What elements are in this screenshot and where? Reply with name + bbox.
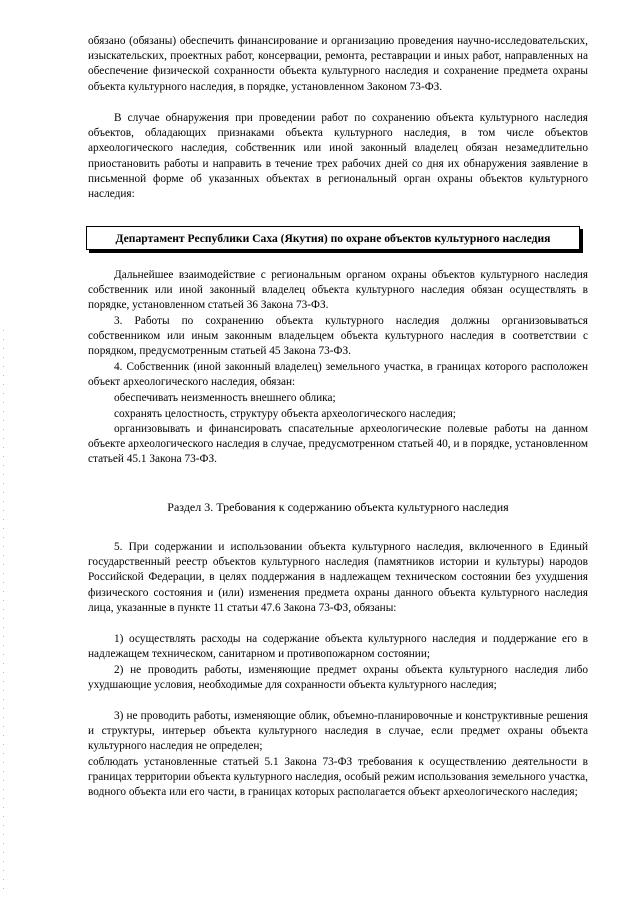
paragraph-discovery-notice: В случае обнаружения при проведении работ по сохранению объекта культурного наследия объектов, обладающих признаками объекта культурного наследия, в том числе объектов археологического наследия, собственник или иной законный владелец обязан незамедлительно приостановить работы и направить в течение трех рабочих дней со дня их обнаружения заявление в письменной форме об указанных объектах в региональный орган охраны объектов культурного наследия: xyxy=(88,112,588,201)
paragraph-appearance: обеспечивать неизменность внешнего облика; xyxy=(114,392,336,404)
paragraph-item-4: 4. Собственник (иной законный владелец) земельного участка, в границах которого расположен объект археологического наследия, обязан: xyxy=(88,361,588,389)
department-name-box xyxy=(86,226,580,250)
paragraph-subitem-2: 2) не проводить работы, изменяющие предмет охраны объекта культурного наследия либо ухудшающие условия, необходимые для сохранности объекта культурного наследия; xyxy=(88,664,588,692)
paragraph-subitem-3: 3) не проводить работы, изменяющие облик, объемно-планировочные и конструктивные решения и структуры, интерьер объекта культурного наследия в случае, если предмет охраны объекта культурного наследия не определен; xyxy=(88,710,588,753)
paragraph-integrity: сохранять целостность, структуру объекта археологического наследия; xyxy=(114,408,456,420)
paragraph-requirements: соблюдать установленные статьей 5.1 Закона 73-ФЗ требования к осуществлению деятельности в границах территории объекта культурного наследия, особый режим использования земельного участка, водного объекта или его части, в границах которых располагается объект археологического наследия; xyxy=(88,756,588,799)
paragraph-item-3: 3. Работы по сохранению объекта культурного наследия должны организовываться собственником или иным законным владельцем объекта культурного наследия в соответствии с порядком, предусмотренным статьей 45 Закона 73-ФЗ. xyxy=(88,315,588,358)
paragraph-item-5: 5. При содержании и использовании объекта культурного наследия, включенного в Единый государственный реестр объектов культурного наследия (памятников истории и культуры) народов Российской Федерации, в целях поддержания в надлежащем техническом состоянии без ухудшения физического состояния и (или) изменения предмета охраны данного объекта культурного наследия лица, указанные в пункте 11 статьи 47.6 Закона 73-ФЗ, обязаны: xyxy=(88,541,588,614)
section-heading: Раздел 3. Требования к содержанию объекта культурного наследия xyxy=(167,500,509,514)
paragraph-rescue-works: организовывать и финансировать спасательные археологические полевые работы на данном объекте археологического наследия в случае, предусмотренном статьей 40, и в порядке, установленном статьей 45.1 Закона 73-ФЗ. xyxy=(88,423,588,466)
department-name: Департамент Республики Саха (Якутия) по охране объектов культурного наследия xyxy=(115,231,551,245)
paragraph-obligations-continued: обязано (обязаны) обеспечить финансирование и организацию проведения научно-исследовательских, изыскательских, проектных работ, консервации, ремонта, реставрации и иных работ, направленных на обеспечение физической сохранности объекта культурного наследия и сохранение предмета охраны объекта культурного наследия, в порядке, установленном Законом 73-ФЗ. xyxy=(88,35,588,93)
scan-margin-dots xyxy=(3,330,4,890)
paragraph-subitem-1: 1) осуществлять расходы на содержание объекта культурного наследия и поддержание его в надлежащем техническом, санитарном и противопожарном состоянии; xyxy=(88,633,588,661)
paragraph-interaction: Дальнейшее взаимодействие с региональным органом охраны объектов культурного наследия собственник или иной законный владелец объекта культурного наследия обязан осуществлять в порядке, установленном статьей 36 Закона 73-ФЗ. xyxy=(88,269,588,312)
